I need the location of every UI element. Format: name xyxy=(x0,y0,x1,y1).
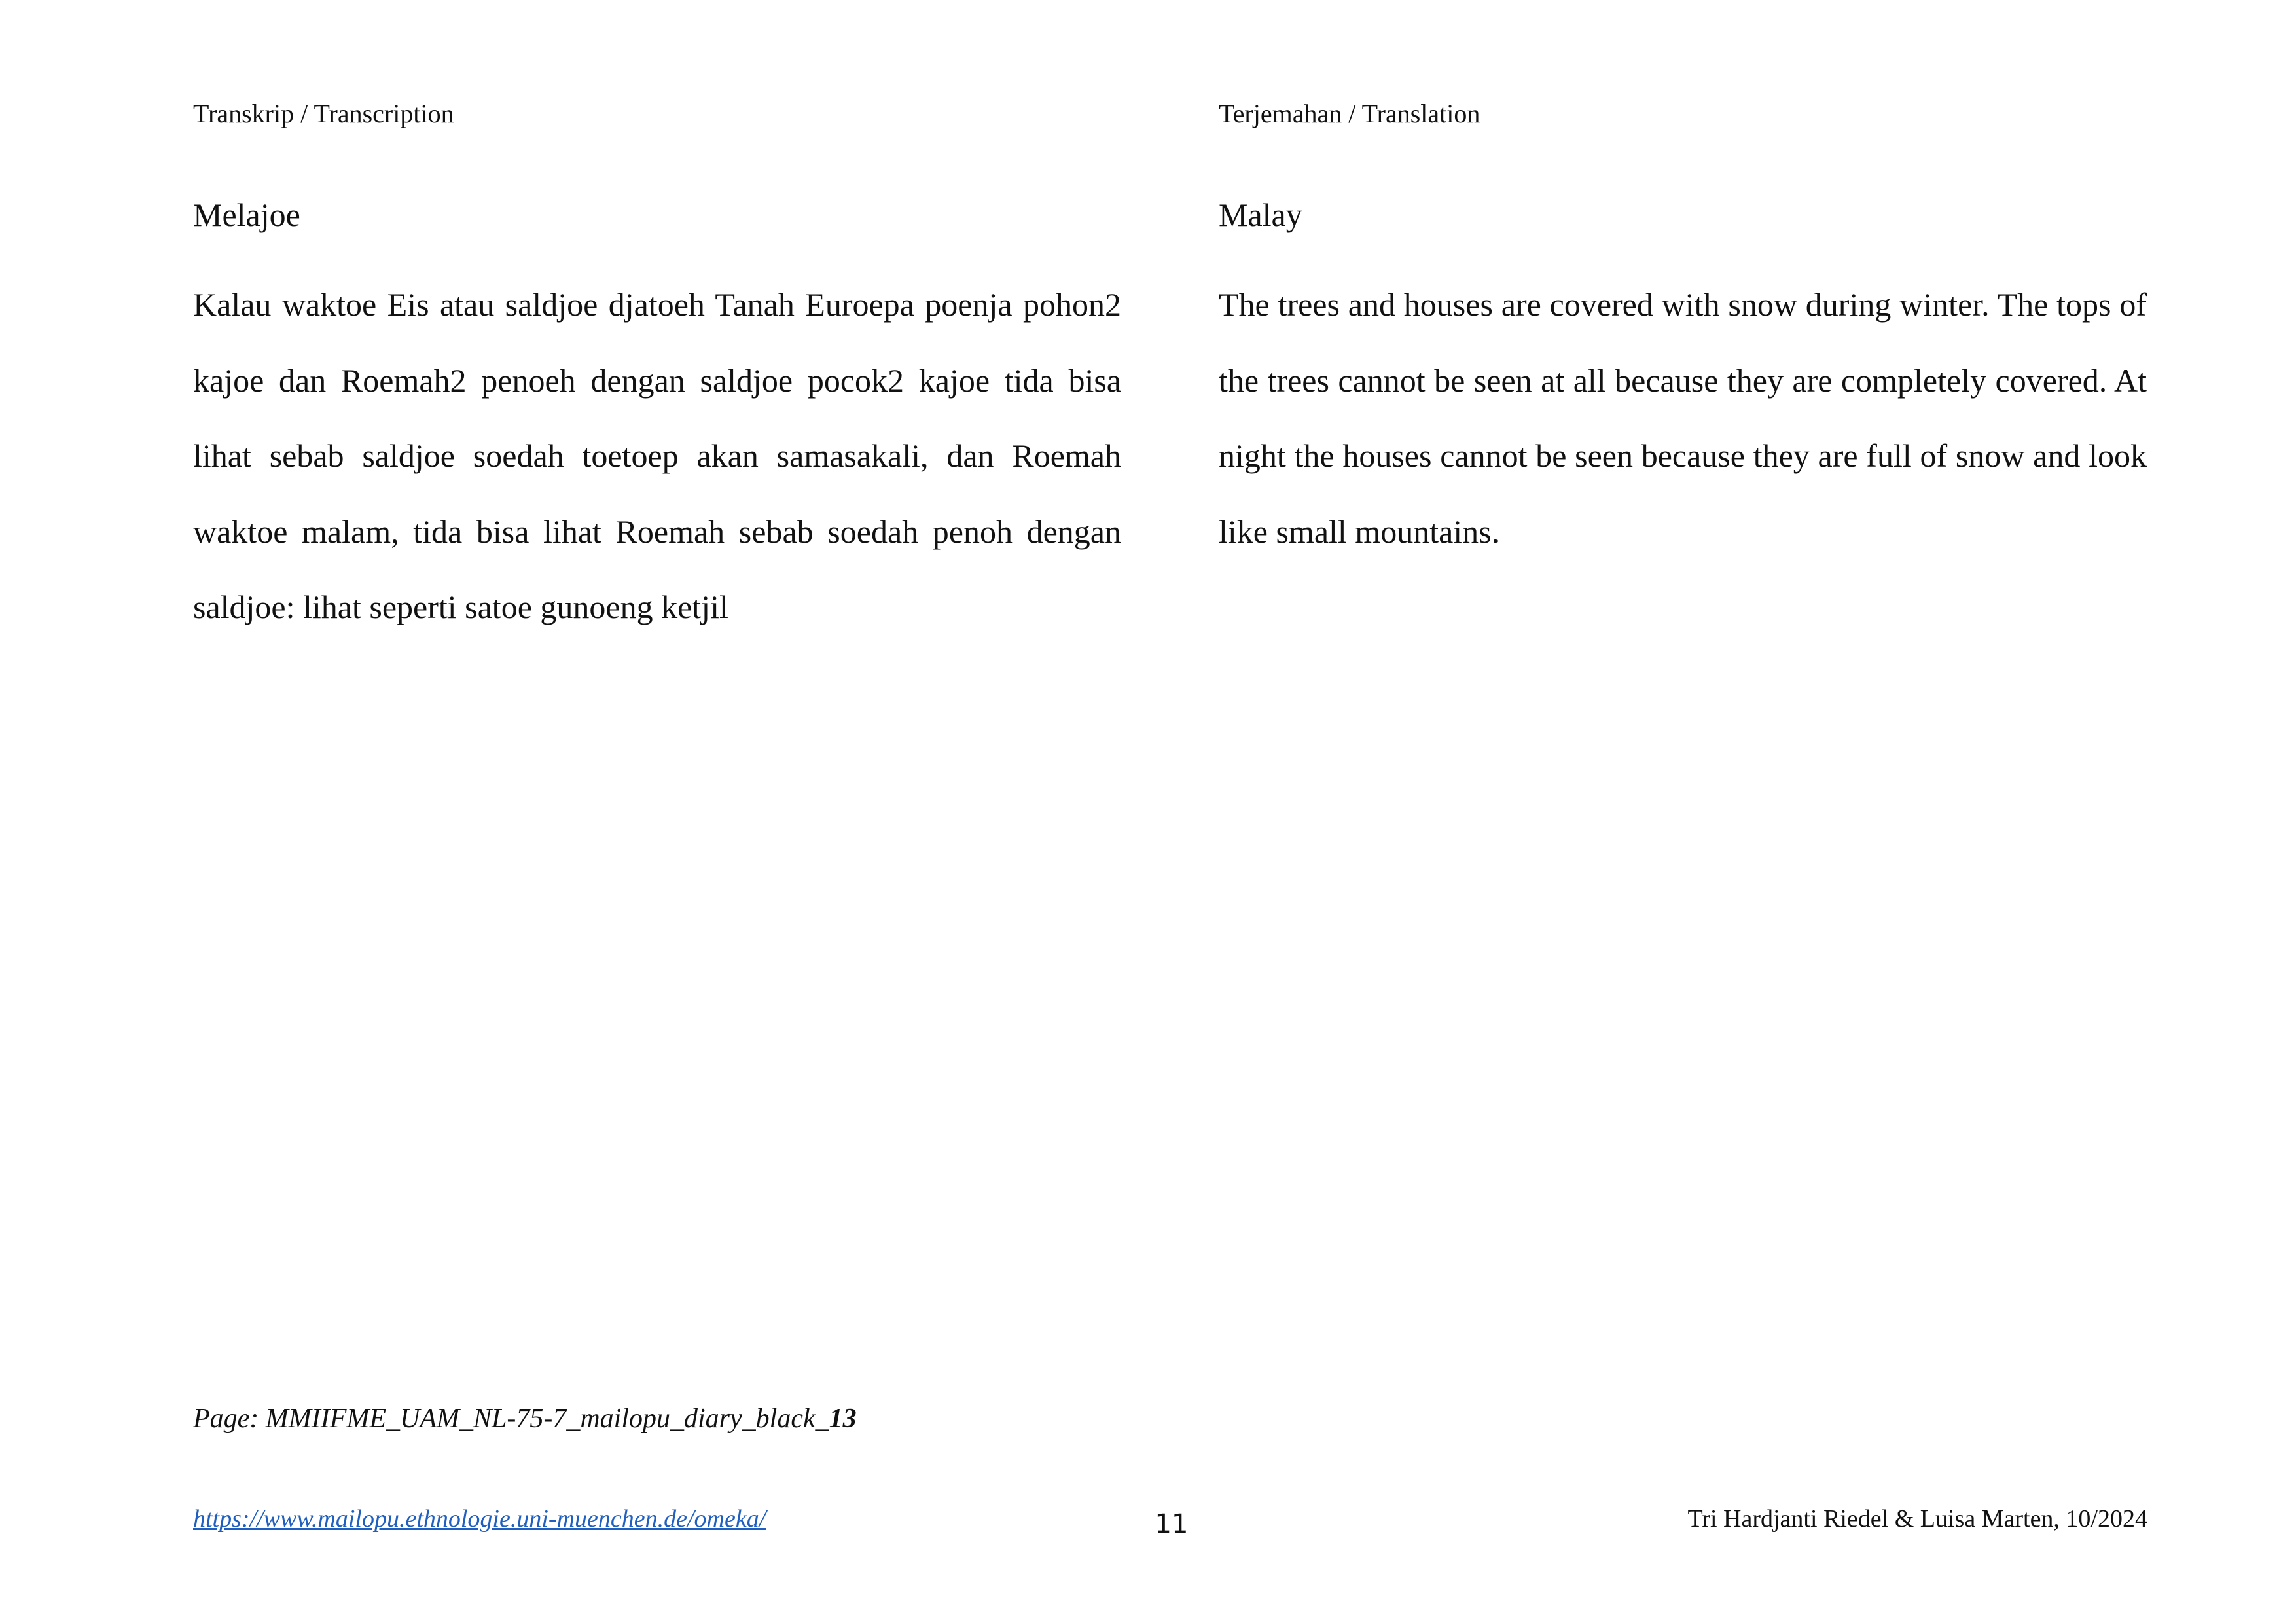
transcription-title: Melajoe xyxy=(193,196,300,233)
translation-text: The trees and houses are covered with snow during winter. The tops of the trees cannot be seen at all because they are completely covered. At night the houses cannot be seen because they are full of snow and look like small mountains. xyxy=(1219,286,2147,550)
footer-authors: Tri Hardjanti Riedel & Luisa Marten, 10/2024 xyxy=(1687,1505,2147,1533)
footer-link[interactable]: https://www.mailopu.ethnologie.uni-muenchen.de/omeka/ xyxy=(193,1505,766,1533)
translation-title: Malay xyxy=(1219,196,1302,233)
transcription-header: Transkrip / Transcription xyxy=(193,99,454,128)
page-number: 11 xyxy=(1155,1509,1189,1539)
page-reference-prefix: Page: MMIIFME_UAM_NL-75-7_mailopu_diary_black_ xyxy=(193,1404,829,1434)
page-reference-number: 13 xyxy=(829,1404,857,1434)
transcription-text: Kalau waktoe Eis atau saldjoe djatoeh Tanah Euroepa poenja pohon2 kajoe dan Roemah2 penoeh dengan saldjoe pocok2 kajoe tida bisa lihat sebab saldjoe soedah toetoep akan samasakali, dan Roemah waktoe malam, tida bisa lihat Roemah sebab soedah penoh dengan saldjoe: lihat seperti satoe gunoeng ketjil xyxy=(193,286,1121,625)
page-reference xyxy=(193,1401,857,1436)
translation-header: Terjemahan / Translation xyxy=(1219,99,1480,128)
